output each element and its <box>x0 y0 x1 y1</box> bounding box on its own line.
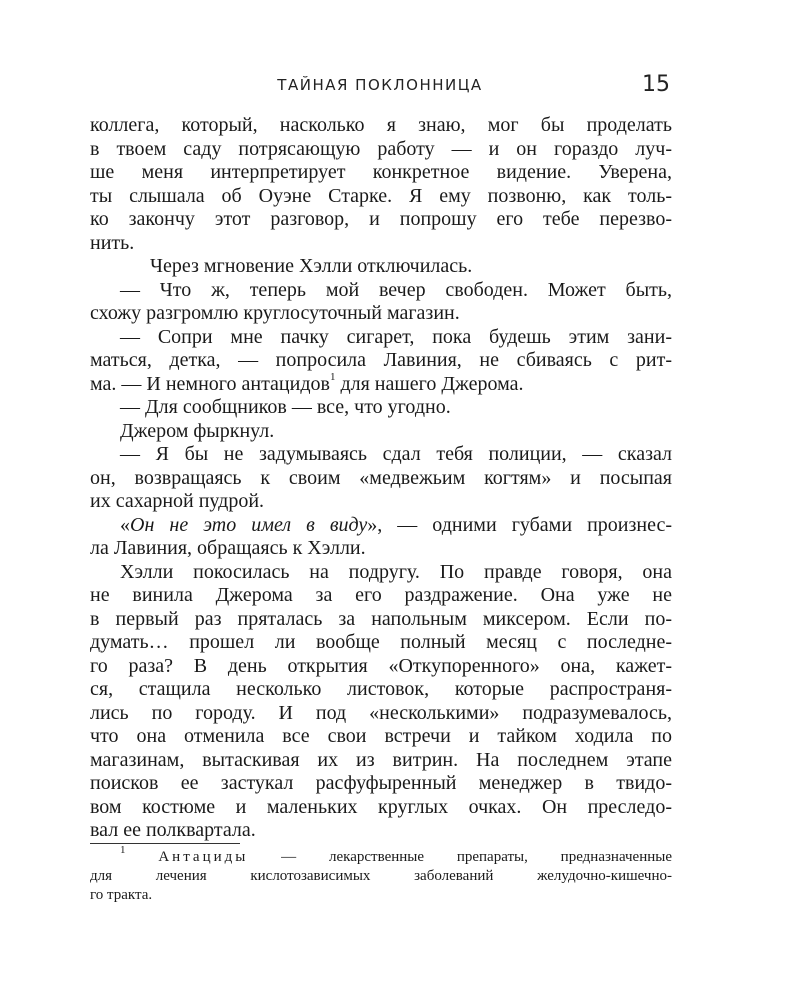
paragraph <box>90 255 672 279</box>
text-line <box>90 370 672 397</box>
text-line: коллега, который, насколько я знаю, мог бы проделать <box>90 114 672 136</box>
footnote-marker: 1 <box>120 844 126 856</box>
text-line: го раза? В день открытия «Откупоренного» она, кажет- <box>90 654 672 677</box>
text-line <box>90 514 672 538</box>
paragraph <box>90 279 672 326</box>
footnote-line: для лечения кислотозависимых заболеваний желудочно-кишечно- <box>90 868 672 884</box>
text-line: — Что ж, теперь мой вечер свободен. Может быть, <box>120 278 672 301</box>
text-line: — Сопри мне пачку сигарет, пока будешь этим зани- <box>120 325 672 348</box>
text-line: думать… прошел ли вообще полный месяц с последне- <box>90 631 672 653</box>
text-line: ла Лавиния, обращаясь к Хэлли. <box>90 537 366 559</box>
text-line: лись по городу. И под «несколькими» подразумевалось, <box>90 701 672 724</box>
paragraph <box>90 561 672 843</box>
footnote-ref: 1 <box>329 370 336 383</box>
text-line: в первый раз пряталась за напольным миксером. Если по- <box>90 607 672 630</box>
running-head <box>90 72 670 104</box>
text-line: в твоем саду потрясающую работу — и он гораздо луч- <box>90 137 672 160</box>
text-line: поисков ее застукал расфуфыренный менеджер в твидо- <box>90 772 672 794</box>
text-fragment: ма. — И немного антацидов <box>90 372 330 395</box>
text-line: ко закончу этот разговор, и попрошу его тебе перезво- <box>90 208 672 230</box>
text-line: Хэлли покосилась на подругу. По правде говоря, она <box>120 560 672 583</box>
text-line: магазинам, вытаскивая их из витрин. На последнем этапе <box>90 748 672 771</box>
paragraph <box>90 420 672 444</box>
text-line: ся, стащила несколько листовок, которые распространя- <box>90 678 672 700</box>
italic-quote: Он не это имел в виду <box>130 513 368 536</box>
text-fragment: для нашего Джерома. <box>335 372 524 395</box>
text-line: их сахарной пудрой. <box>90 490 265 512</box>
footnote-line: го тракта. <box>90 887 153 903</box>
paragraph <box>90 326 672 397</box>
paragraph <box>90 443 672 514</box>
text-line: он, возвращаясь к своим «медвежьим когтям» и посыпая <box>90 466 672 489</box>
text-line: ты слышала об Оуэне Старке. Я ему позвоню, как толь- <box>90 184 672 207</box>
running-title: ТАЙНАЯ ПОКЛОННИЦА <box>277 76 483 94</box>
text-line: — Я бы не задумываясь сдал тебя полиции, — сказал <box>120 443 672 465</box>
text-line: ше меня интерпретирует конкретное видение. Уверена, <box>90 161 672 183</box>
footnote-term: Антациды <box>158 849 249 865</box>
text-line: маться, детка, — попросила Лавиния, не сбиваясь с рит- <box>90 349 672 371</box>
paragraph <box>90 396 672 420</box>
text-line: вал ее полквартала. <box>90 819 256 841</box>
text-line: Джером фыркнул. <box>120 419 275 442</box>
page-number: 15 <box>642 72 670 97</box>
footnote-divider <box>90 843 240 844</box>
text-line: схожу разгромлю круглосуточный магазин. <box>90 302 460 324</box>
text-line: нить. <box>90 231 135 254</box>
text-line: Через мгновение Хэлли отключилась. <box>150 255 473 277</box>
text-line: вом костюме и маленьких круглых очках. Он преследо- <box>90 795 672 818</box>
text-line: что она отменила все свои встречи и тайком ходила по <box>90 725 672 747</box>
footnote-text: — лекарственные препараты, предназначенные <box>248 849 672 865</box>
body-text <box>90 114 672 843</box>
paragraph <box>90 514 672 561</box>
footnote-line <box>90 844 672 867</box>
text-fragment: », — одними губами произнес- <box>367 513 672 536</box>
text-fragment: « <box>120 513 130 536</box>
text-line: не винила Джерома за его раздражение. Она уже не <box>90 584 672 606</box>
paragraph <box>90 114 672 255</box>
footnote <box>90 844 672 905</box>
text-line: — Для сообщников — все, что угодно. <box>120 396 451 418</box>
